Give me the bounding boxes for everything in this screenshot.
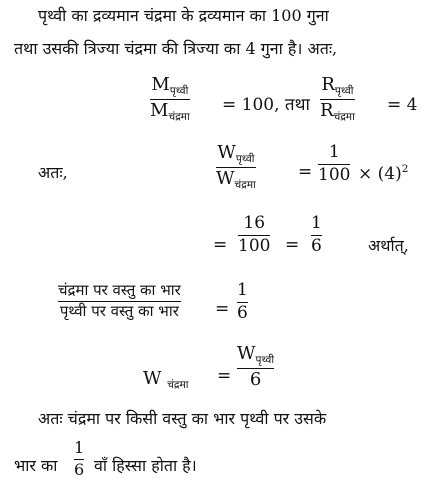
- eq3-word: अर्थात्,: [368, 236, 409, 255]
- fraction-numerator: चंद्रमा पर वस्तु का भार: [58, 281, 181, 299]
- mass-ratio-fraction: [150, 76, 190, 123]
- eq3-equals: =: [213, 235, 228, 255]
- weight-ratio-numerator: $W_{पृथ्वी}$: [217, 142, 255, 165]
- radius-ratio-numerator: $R_{पृथ्वी}$: [321, 74, 354, 97]
- eq1-rhs2: = 4: [387, 95, 418, 115]
- sixteen-over-hundred-fraction: [238, 215, 270, 256]
- weight-ratio-denominator: $W_{चंद्रमा}$: [216, 168, 256, 192]
- para2-line1: अतः चंद्रमा पर किसी वस्तु का भार पृथ्वी पर उसके: [38, 409, 327, 428]
- para2-one-over-six-fraction: [74, 440, 84, 479]
- eq4-equals: =: [215, 299, 230, 319]
- eq2-label: अतः,: [38, 163, 68, 182]
- eq1-rhs: = 100, तथा: [222, 95, 310, 115]
- fraction-denominator: पृथ्वी पर वस्तु का भार: [59, 302, 179, 321]
- para1-line1: पृथ्वी का द्रव्यमान चंद्रमा के द्रव्यमान का 100 गुना: [38, 6, 329, 25]
- weight-words-fraction: [58, 283, 181, 320]
- radius-ratio-denominator: $R_{चंद्रमा}$: [320, 100, 355, 124]
- fraction-denominator: 100: [238, 236, 271, 257]
- eq3-equals-2: =: [285, 235, 300, 255]
- fraction-denominator: 100: [318, 165, 351, 186]
- mass-ratio-numerator: $M_{पृथ्वी}$: [151, 74, 189, 97]
- fraction-denominator: 6: [249, 369, 262, 391]
- one-over-hundred-fraction: [318, 144, 350, 185]
- fraction-numerator: 1: [237, 280, 248, 300]
- fraction-numerator: 1: [74, 438, 85, 457]
- fraction-numerator: $W_{पृथ्वी}$: [237, 343, 275, 366]
- weight-ratio-fraction: [216, 144, 256, 191]
- fraction-denominator: 6: [237, 303, 248, 324]
- fraction-denominator: 6: [311, 236, 322, 257]
- eq2-equals: =: [298, 162, 313, 182]
- fraction-numerator: 16: [243, 213, 266, 233]
- radius-ratio-fraction: [320, 76, 355, 123]
- fraction-numerator: 1: [311, 213, 322, 233]
- eq5-lhs: W $_{चंद्रमा}$: [143, 368, 189, 391]
- eq5-equals: =: [217, 366, 232, 386]
- one-over-six-fraction: [311, 215, 322, 256]
- para1-line2: तथा उसकी त्रिज्या चंद्रमा की त्रिज्या का 4 गुना है। अतः,: [14, 39, 338, 58]
- fraction-numerator: 1: [328, 142, 340, 162]
- eq2-times-term: × $(4)^2$: [358, 163, 409, 184]
- mass-ratio-denominator: $M_{चंद्रमा}$: [150, 100, 190, 124]
- fraction-denominator: 6: [74, 460, 85, 480]
- para2-line2-post: वाँ हिस्सा होता है।: [94, 456, 197, 475]
- para2-line2-pre: भार का: [14, 456, 58, 475]
- eq4-one-over-six-fraction: [237, 282, 248, 323]
- eq5-fraction: [237, 345, 274, 390]
